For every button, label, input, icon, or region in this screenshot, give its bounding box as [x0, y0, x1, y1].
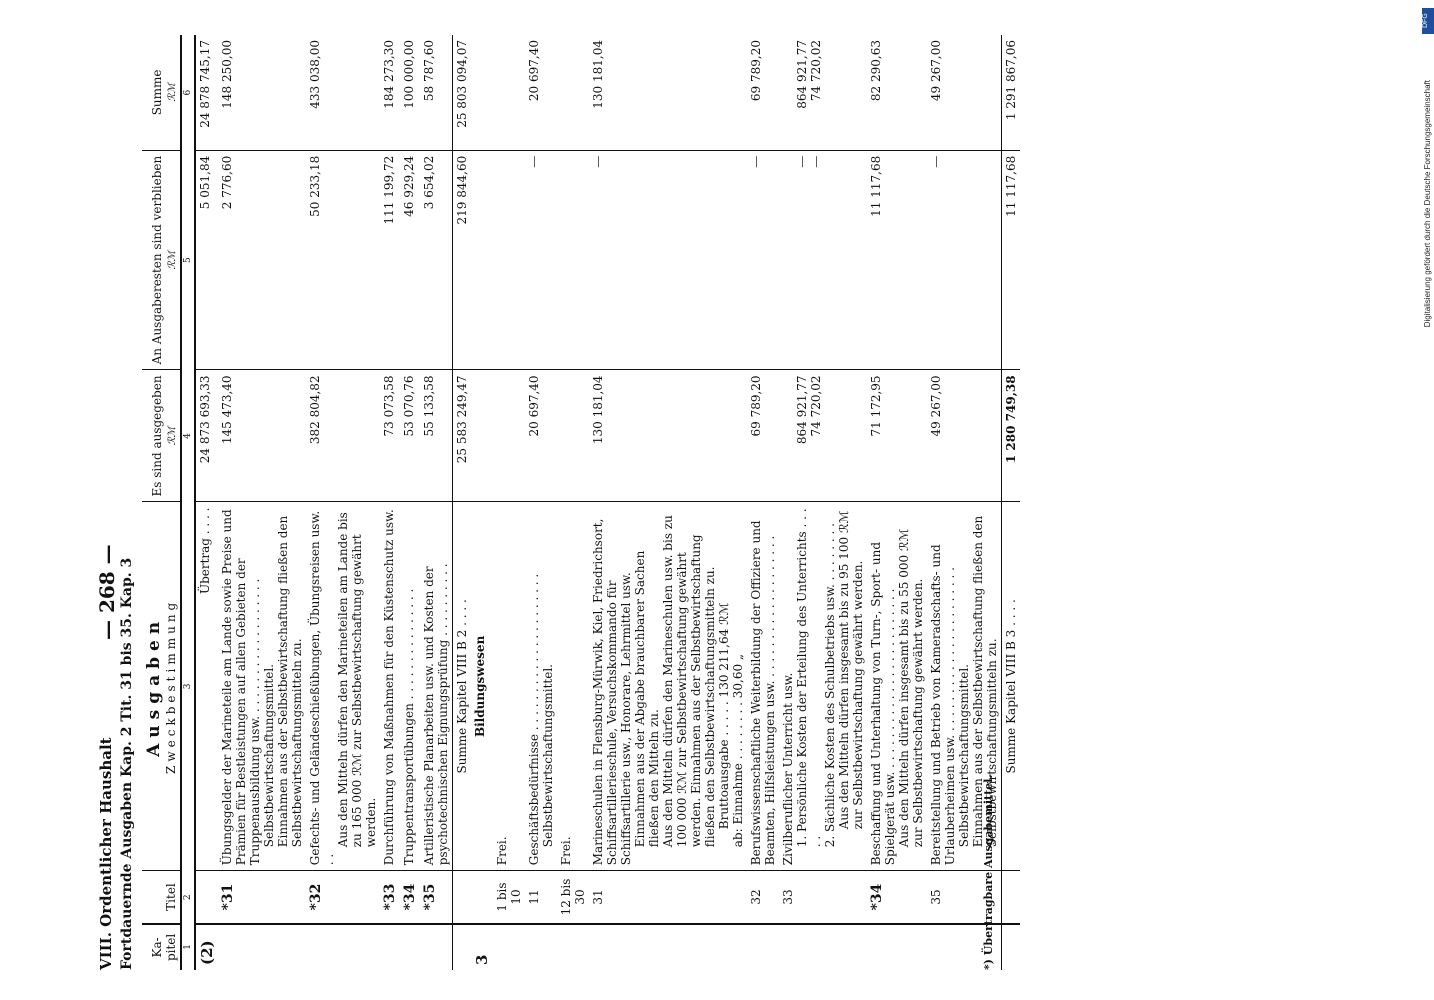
cell-value: —	[747, 150, 779, 370]
table-row	[747, 35, 779, 970]
row-note: Selbstbewirtschaftungsmittel.	[262, 664, 276, 848]
header-subtitle: Fortdauernde Ausgaben Kap. 2 Tit. 31 bis 35. Kap. 3	[119, 557, 135, 970]
cell-value: 2 776,60	[218, 150, 306, 370]
cell-value: 145 473,40	[218, 370, 306, 502]
row-text: Marineschulen in Flensburg-Mürwik, Kiel, Friedrichsort, Schiffsartillerieschule, Versuchskommando für Schiffsartillerie usw., Honorare, Lehrmittel usw.	[591, 518, 633, 866]
row-text: Gefechts- und Geländeschießübungen, Übungsreisen usw. . .	[308, 510, 336, 866]
row-note: Selbstbewirtschaftungsmittel.	[541, 664, 555, 848]
table-row	[195, 35, 218, 970]
cell-value: 25 583 249,47	[453, 370, 472, 502]
titel-number: 12 bis 30	[557, 871, 589, 924]
cell-value: 50 233,18	[306, 150, 380, 370]
brutto-value: 130 211,64 ℛℳ	[717, 602, 731, 698]
row-text: Zivilberuflicher Unterricht usw.	[781, 672, 795, 866]
table-row	[420, 35, 453, 970]
col-4-label: Es sind ausgegeben	[150, 375, 164, 497]
col-titel: Titel	[142, 871, 181, 924]
cell-value: 69 789,20	[747, 370, 779, 502]
cell-value: 46 929,24	[400, 150, 420, 370]
col-number: 5	[181, 150, 195, 370]
table-row	[306, 35, 380, 970]
row-text: Berufswissenschaftliche Weiterbildung der Offiziere und Beamten, Hilfsleistungen usw. . . . . . . . . . . . . . . . . . . .	[747, 502, 779, 871]
titel-number: 31	[589, 871, 747, 924]
funding-sidebar	[1422, 0, 1434, 1000]
cell-value: 24 873 693,33	[195, 370, 218, 502]
column-number-row	[181, 35, 195, 970]
row-note: Einnahmen aus der Selbstbewirtschaftung fließen den Selbstbewirtschaftungsmitteln zu.	[971, 515, 999, 848]
cell-value: 71 172,95	[867, 370, 927, 502]
col-number: 2	[181, 871, 195, 924]
table-header-row	[142, 35, 181, 970]
cell-value: 55 133,58	[420, 370, 453, 502]
brutto-label: Bruttoausgabe . . . . .	[717, 701, 731, 830]
titel-number: *31	[218, 871, 306, 924]
table-row	[525, 35, 557, 970]
row-note: Aus den Mitteln dürfen den Marineschulen usw. bis zu 100 000 ℛℳ zur Selbstbewirtschaftung gewährt werden. Einnahmen aus der Selbstbewirtschaftung fließen den Selbstbewirtschaftungsmitteln zu.	[661, 515, 717, 848]
col-6-unit: ℛℳ	[167, 83, 178, 102]
cell-value: —	[809, 155, 823, 168]
cell-value: 864 921,77	[795, 375, 809, 445]
titel-number: *35	[420, 871, 453, 924]
cell-value: 1 280 749,38	[1002, 370, 1021, 502]
uebertrag-label: Übertrag . . . .	[198, 507, 212, 595]
titel-number: 33	[779, 871, 867, 924]
section-heading: Bildungswesen	[473, 635, 487, 738]
cell-value: 74 720,02	[809, 375, 823, 437]
col-6-label: Summe	[150, 69, 164, 116]
col-5-unit: ℛℳ	[167, 250, 178, 270]
row-note: Aus den Mitteln dürfen insgesamt bis zu 95 100 ℛℳ zur Selbstbewirtschaftung gewährt werden.	[837, 510, 865, 830]
cell-value: 433 038,00	[308, 40, 322, 109]
col-number: 6	[181, 35, 195, 150]
cell-value: 148 250,00	[220, 40, 234, 109]
table-row	[779, 35, 867, 970]
titel-number: 11	[525, 871, 557, 924]
cell-value: 69 789,20	[749, 40, 763, 102]
cell-value: 382 804,82	[306, 370, 380, 502]
sum-row	[1002, 35, 1021, 970]
col-zweck-label: Zweckbestimmung	[164, 598, 178, 774]
cell-value: 11 117,68	[867, 150, 927, 370]
sum-label: Summe Kapitel VIII B 2 . . . .	[455, 599, 469, 774]
cell-value: 25 803 094,07	[453, 35, 472, 150]
row-note: Selbstbewirtschaftungsmittel.	[957, 664, 971, 848]
col-number: 3	[181, 502, 195, 871]
col-kapitel: Ka-pitel	[142, 924, 181, 970]
row-item: 1. Persönliche Kosten der Erteilung des Unterrichts . . . . .	[795, 508, 823, 848]
row-note: Einnahmen aus der Selbstbewirtschaftung fließen den Selbstbewirtschaftungsmitteln zu.	[276, 515, 304, 848]
cell-value: —	[795, 155, 809, 168]
row-text: Frei.	[493, 502, 525, 871]
cell-value: 20 697,40	[525, 370, 557, 502]
row-text: Frei.	[557, 502, 589, 871]
col-4-unit: ℛℳ	[167, 426, 178, 446]
titel-number: *32	[306, 871, 380, 924]
cell-value: 864 921,77	[795, 40, 809, 109]
cell-value: —	[927, 150, 1002, 370]
table-row	[218, 35, 306, 970]
row-text: Durchführung von Maßnahmen für den Küstenschutz usw.	[380, 502, 400, 871]
cell-value: 111 199,72	[380, 150, 400, 370]
col-ausgaben	[142, 502, 181, 871]
page-number: — 268 —	[95, 544, 119, 640]
cell-value: 82 290,63	[869, 40, 883, 102]
row-item: 2. Sächliche Kosten des Schulbetriebs usw. . . . . . . . .	[823, 523, 837, 848]
sum-label: Summe Kapitel VIII B 3 . . . .	[1004, 599, 1018, 774]
footnote: *) Übertragbare Ausgabemittel.	[982, 774, 995, 970]
cell-value: 73 073,58	[380, 370, 400, 502]
col-summe	[142, 35, 181, 150]
cell-value: —	[525, 150, 557, 370]
budget-table	[142, 35, 1020, 970]
cell-value: 100 000,00	[402, 40, 416, 109]
table-row	[589, 35, 747, 970]
cell-value: 5 051,84	[195, 150, 218, 370]
einnahme-value: 30,60 „	[731, 653, 745, 699]
kapitel-2: (2)	[195, 924, 218, 970]
cell-value: 49 267,00	[929, 40, 943, 102]
einnahme-line	[731, 508, 745, 866]
sum-row	[453, 35, 472, 970]
cell-value: 184 273,30	[382, 40, 396, 109]
col-number: 1	[181, 924, 195, 970]
titel-number: *34	[867, 871, 927, 924]
kapitel-3: 3	[471, 924, 493, 970]
cell-value: 219 844,60	[453, 150, 472, 370]
table-row	[557, 35, 589, 970]
cell-value: 20 697,40	[527, 40, 541, 102]
table-row	[493, 35, 525, 970]
table-row	[867, 35, 927, 970]
cell-value: 24 878 745,17	[198, 40, 212, 128]
dfg-logo: DFG	[1422, 8, 1434, 34]
cell-value: 11 117,68	[1002, 150, 1021, 370]
cell-value: 130 181,04	[589, 370, 747, 502]
col-ausgabereste	[142, 150, 181, 370]
cell-value: 1 291 867,06	[1002, 35, 1021, 150]
einnahme-label: ab: Einnahme . . . . . . . .	[731, 702, 745, 848]
cell-value: 74 720,02	[809, 40, 823, 102]
col-number: 4	[181, 370, 195, 502]
col-sind-ausgegeben	[142, 370, 181, 502]
cell-value: 58 787,60	[422, 40, 436, 102]
cell-value: —	[589, 150, 747, 370]
table-row	[471, 35, 493, 970]
titel-number: *34	[400, 871, 420, 924]
row-note: Aus den Mitteln dürfen den Marineteilen am Lande bis zu 165 000 ℛℳ zur Selbstbewirtschaftung gewährt werden.	[336, 512, 378, 848]
cell-value: 3 654,02	[420, 150, 453, 370]
col-5-label: An Ausgaberesten sind verblieben	[150, 155, 164, 365]
titel-number: 32	[747, 871, 779, 924]
rotated-budget-sheet	[67, 0, 1367, 1000]
row-note: Aus den Mitteln dürfen insgesamt bis zu 55 000 ℛℳ zur Selbstbewirtschaftung gewährt werden.	[897, 528, 925, 848]
titel-number: 1 bis 10	[493, 871, 525, 924]
row-text: Truppentransportübungen . . . . . . . . . . . . . . .	[400, 502, 420, 871]
table-row	[400, 35, 420, 970]
row-text: Beschaffung und Unterhaltung von Turn-, Sport- und Spielgerät usw. . . . . . . . . . . . . . . . . . . . . . . . .	[869, 542, 897, 866]
cell-value: 49 267,00	[927, 370, 1002, 502]
header-title: VIII. Ordentlicher Haushalt	[97, 737, 115, 970]
row-text: Übungsgelder der Marineteile am Lande sowie Preise und Prämien für Bestleistungen auf allen Gebieten der Truppenausbildung usw. . . . . . . . . . . . . . . . . . .	[220, 509, 262, 866]
row-text: Artilleristische Planarbeiten usw. und Kosten der psychotechnischen Eignungsprüfung . . . . . . . . . .	[420, 502, 453, 871]
row-text: Geschäftsbedürfnisse . . . . . . . . . . . . . . . . . . . . .	[527, 573, 541, 866]
col-ausgaben-label: Ausgaben	[144, 615, 164, 757]
cell-value: 53 070,76	[400, 370, 420, 502]
row-text: Bereitstellung und Betrieb von Kameradschafts- und Urlauberheimen usw. . . . . . . . . . . . . . . . . . . . . . .	[929, 544, 957, 866]
brutto-line	[717, 508, 731, 866]
cell-value: 130 181,04	[591, 40, 605, 109]
titel-number: *33	[380, 871, 400, 924]
row-note: Einnahmen aus der Abgabe brauchbarer Sachen fließen den Mitteln zu.	[633, 550, 661, 848]
table-row	[380, 35, 400, 970]
titel-number: 35	[927, 871, 1002, 924]
funding-notice: Digitalisierung gefördert durch die Deutsche Forschungsgemeinschaft	[1423, 80, 1432, 328]
